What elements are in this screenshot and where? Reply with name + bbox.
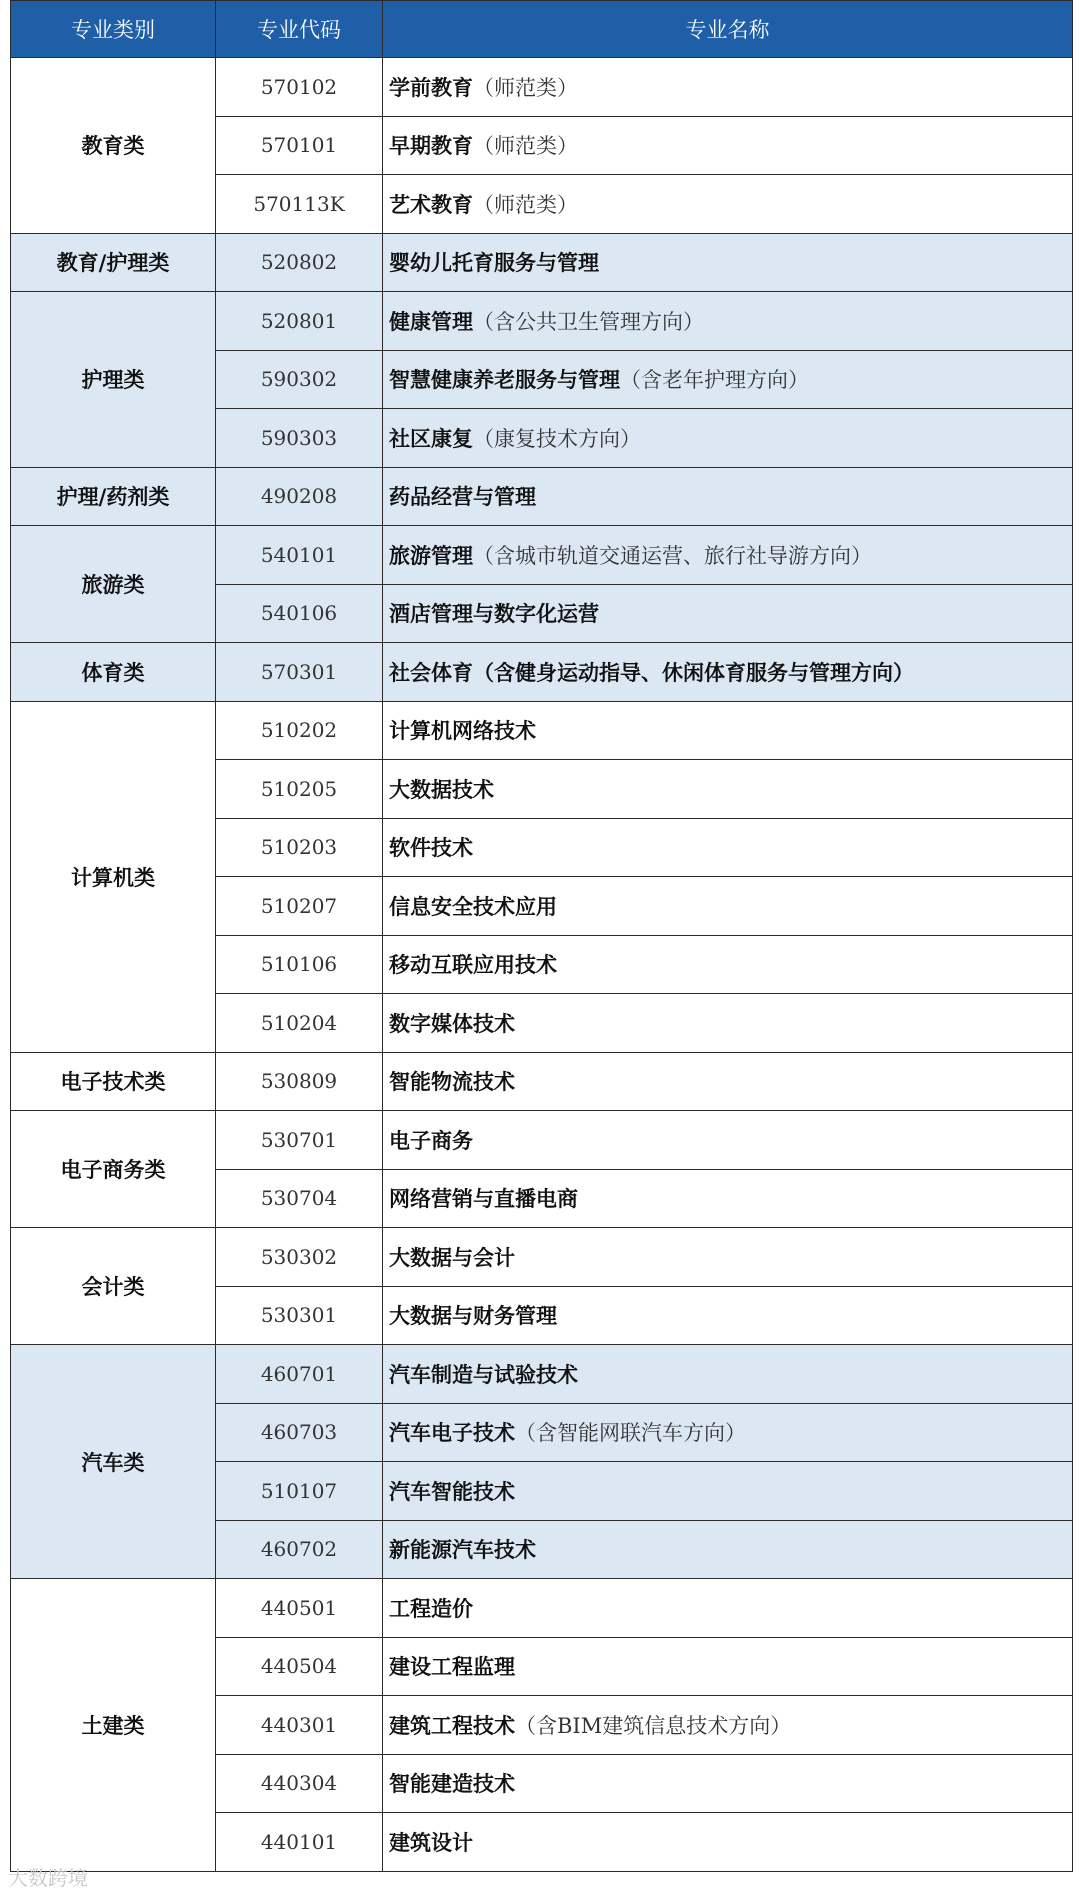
name-cell — [383, 1169, 1073, 1228]
major-name: 智能物流技术 — [389, 1069, 515, 1095]
major-note: （康复技术方向） — [473, 426, 641, 451]
code-cell: 520802 — [216, 233, 383, 292]
category-cell: 电子商务类 — [11, 1111, 216, 1228]
table-row — [11, 701, 1073, 760]
code-cell: 460703 — [216, 1403, 383, 1462]
major-name: 大数据技术 — [389, 776, 494, 802]
major-name: 计算机网络技术 — [389, 718, 536, 744]
code-cell: 530704 — [216, 1169, 383, 1228]
name-cell — [383, 994, 1073, 1053]
code-cell: 440301 — [216, 1696, 383, 1755]
major-name: 汽车智能技术 — [389, 1478, 515, 1504]
table-row — [11, 58, 1073, 117]
major-note: （含智能网联汽车方向） — [515, 1421, 746, 1446]
code-cell: 440304 — [216, 1754, 383, 1813]
category-cell: 电子技术类 — [11, 1052, 216, 1111]
code-cell: 570102 — [216, 58, 383, 117]
table-row — [11, 1579, 1073, 1638]
major-name: 软件技术 — [389, 835, 473, 861]
major-name: 电子商务 — [389, 1127, 473, 1153]
header-name: 专业名称 — [383, 1, 1073, 58]
watermark: 大数跨境 — [8, 1866, 88, 1890]
major-name: 大数据与财务管理 — [389, 1303, 557, 1329]
code-cell: 510204 — [216, 994, 383, 1053]
major-name: 工程造价 — [389, 1595, 473, 1621]
code-cell: 530809 — [216, 1052, 383, 1111]
majors-table-container — [10, 0, 1072, 1872]
major-name: 建筑工程技术 — [389, 1712, 515, 1738]
code-cell: 590302 — [216, 350, 383, 409]
major-name: 旅游管理 — [389, 542, 473, 568]
major-name: 智慧健康养老服务与管理 — [389, 367, 620, 393]
name-cell — [383, 1637, 1073, 1696]
code-cell: 440504 — [216, 1637, 383, 1696]
code-cell: 460701 — [216, 1345, 383, 1404]
code-cell: 510202 — [216, 701, 383, 760]
name-cell — [383, 350, 1073, 409]
name-cell — [383, 292, 1073, 351]
code-cell: 440501 — [216, 1579, 383, 1638]
name-cell — [383, 701, 1073, 760]
name-cell — [383, 818, 1073, 877]
major-name: 建筑设计 — [389, 1829, 473, 1855]
table-row — [11, 1228, 1073, 1287]
name-cell — [383, 760, 1073, 819]
table-row — [11, 292, 1073, 351]
major-name: 建设工程监理 — [389, 1654, 515, 1680]
major-name: 社区康复 — [389, 425, 473, 451]
name-cell — [383, 58, 1073, 117]
code-cell: 570301 — [216, 643, 383, 702]
major-name: 酒店管理与数字化运营 — [389, 601, 599, 627]
name-cell — [383, 1052, 1073, 1111]
major-name: 移动互联应用技术 — [389, 952, 557, 978]
table-row — [11, 1111, 1073, 1170]
name-cell — [383, 1286, 1073, 1345]
name-cell — [383, 409, 1073, 468]
major-name: 早期教育 — [389, 133, 473, 159]
major-note: （师范类） — [473, 75, 578, 100]
code-cell: 540106 — [216, 584, 383, 643]
code-cell: 540101 — [216, 526, 383, 585]
name-cell — [383, 1228, 1073, 1287]
name-cell — [383, 643, 1073, 702]
code-cell: 490208 — [216, 467, 383, 526]
name-cell — [383, 233, 1073, 292]
name-cell — [383, 526, 1073, 585]
major-note: （含老年护理方向） — [620, 368, 809, 393]
major-note: （师范类） — [473, 192, 578, 217]
major-name: 信息安全技术应用 — [389, 893, 557, 919]
code-cell: 510207 — [216, 877, 383, 936]
name-cell — [383, 584, 1073, 643]
category-cell: 体育类 — [11, 643, 216, 702]
name-cell — [383, 1111, 1073, 1170]
major-name: 数字媒体技术 — [389, 1010, 515, 1036]
code-cell: 570101 — [216, 116, 383, 175]
name-cell — [383, 467, 1073, 526]
table-row — [11, 1345, 1073, 1404]
name-cell — [383, 1696, 1073, 1755]
code-cell: 510107 — [216, 1462, 383, 1521]
name-cell — [383, 1813, 1073, 1872]
name-cell — [383, 1579, 1073, 1638]
table-row — [11, 643, 1073, 702]
table-row — [11, 526, 1073, 585]
header-code: 专业代码 — [216, 1, 383, 58]
major-name: 汽车制造与试验技术 — [389, 1361, 578, 1387]
code-cell: 520801 — [216, 292, 383, 351]
code-cell: 510203 — [216, 818, 383, 877]
category-cell: 汽车类 — [11, 1345, 216, 1579]
major-name: 健康管理 — [389, 308, 473, 334]
category-cell: 土建类 — [11, 1579, 216, 1872]
table-row — [11, 467, 1073, 526]
major-name: 学前教育 — [389, 74, 473, 100]
major-name: 艺术教育 — [389, 191, 473, 217]
code-cell: 530701 — [216, 1111, 383, 1170]
major-name: 药品经营与管理 — [389, 484, 536, 510]
category-cell: 教育类 — [11, 58, 216, 234]
table-body — [11, 58, 1073, 1872]
code-cell: 590303 — [216, 409, 383, 468]
major-name: 社会体育（含健身运动指导、休闲体育服务与管理方向） — [389, 659, 914, 685]
name-cell — [383, 1403, 1073, 1462]
code-cell: 530301 — [216, 1286, 383, 1345]
code-cell: 530302 — [216, 1228, 383, 1287]
major-name: 新能源汽车技术 — [389, 1537, 536, 1563]
category-cell: 护理类 — [11, 292, 216, 468]
major-name: 婴幼儿托育服务与管理 — [389, 250, 599, 276]
code-cell: 510106 — [216, 935, 383, 994]
category-cell: 会计类 — [11, 1228, 216, 1345]
major-note: （师范类） — [473, 134, 578, 159]
name-cell — [383, 1345, 1073, 1404]
name-cell — [383, 175, 1073, 234]
header-category: 专业类别 — [11, 1, 216, 58]
major-note: （含城市轨道交通运营、旅行社导游方向） — [473, 543, 872, 568]
name-cell — [383, 1462, 1073, 1521]
name-cell — [383, 935, 1073, 994]
code-cell: 440101 — [216, 1813, 383, 1872]
name-cell — [383, 1754, 1073, 1813]
major-name: 网络营销与直播电商 — [389, 1186, 578, 1212]
table-row — [11, 233, 1073, 292]
category-cell: 护理/药剂类 — [11, 467, 216, 526]
major-note: （含公共卫生管理方向） — [473, 309, 704, 334]
major-name: 汽车电子技术 — [389, 1420, 515, 1446]
major-name: 大数据与会计 — [389, 1244, 515, 1270]
major-note: （含BIM建筑信息技术方向） — [515, 1713, 792, 1738]
major-name: 智能建造技术 — [389, 1771, 515, 1797]
code-cell: 460702 — [216, 1520, 383, 1579]
category-cell: 旅游类 — [11, 526, 216, 643]
code-cell: 570113K — [216, 175, 383, 234]
name-cell — [383, 116, 1073, 175]
table-row — [11, 1052, 1073, 1111]
code-cell: 510205 — [216, 760, 383, 819]
name-cell — [383, 877, 1073, 936]
category-cell: 计算机类 — [11, 701, 216, 1052]
majors-table — [10, 0, 1073, 1872]
name-cell — [383, 1520, 1073, 1579]
table-header-row — [11, 1, 1073, 58]
category-cell: 教育/护理类 — [11, 233, 216, 292]
